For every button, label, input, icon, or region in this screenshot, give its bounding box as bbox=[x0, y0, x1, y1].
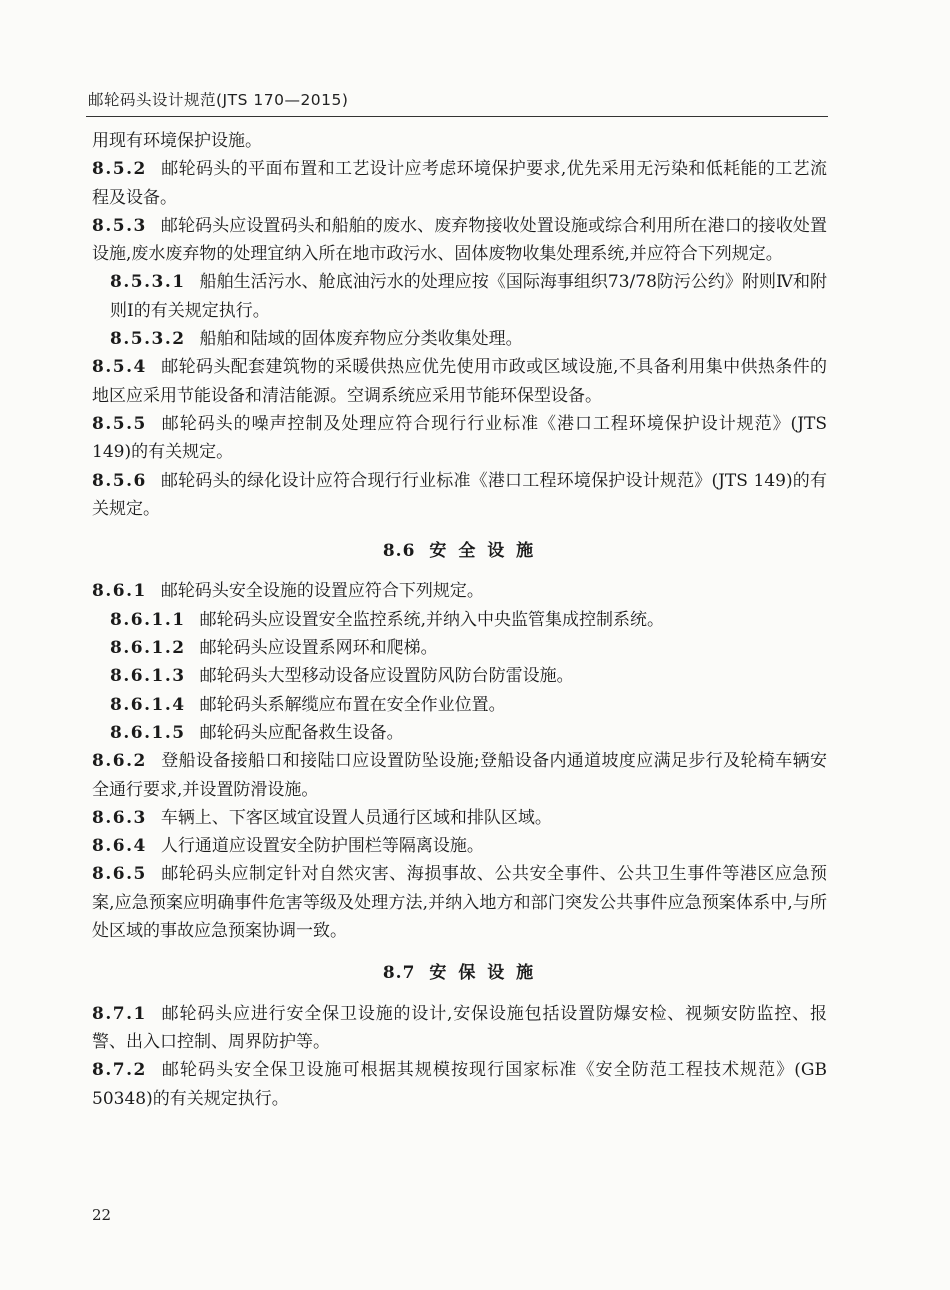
clause-number: 8.6.1.1 bbox=[110, 609, 186, 630]
clause-paragraph bbox=[92, 606, 827, 634]
clause-number: 8.6.1.5 bbox=[110, 722, 186, 743]
clause-text: 用现有环境保护设施。 bbox=[92, 131, 262, 151]
header-rule bbox=[86, 116, 828, 117]
clause-paragraph bbox=[92, 832, 827, 860]
clause-paragraph bbox=[92, 691, 827, 719]
clause-number: 8.5.6 bbox=[92, 470, 147, 491]
clause-number: 8.6.5 bbox=[92, 864, 147, 885]
clause-number: 8.7.2 bbox=[92, 1060, 147, 1081]
clause-paragraph bbox=[92, 325, 827, 353]
clause-text: 邮轮码头系解缆应布置在安全作业位置。 bbox=[199, 694, 506, 715]
clause-number: 8.6.1 bbox=[92, 581, 147, 602]
section-number: 8.6 bbox=[382, 541, 416, 562]
clause-number: 8.5.3.2 bbox=[110, 329, 186, 350]
clause-text: 邮轮码头的噪声控制及处理应符合现行行业标准《港口工程环境保护设计规范》(JTS 149)的有关规定。 bbox=[92, 413, 827, 463]
clause-paragraph bbox=[92, 353, 827, 410]
clause-paragraph bbox=[92, 747, 827, 804]
section-heading-8-7 bbox=[92, 959, 827, 987]
clause-paragraph bbox=[92, 410, 827, 467]
clause-paragraph bbox=[92, 577, 827, 605]
clause-number: 8.5.5 bbox=[92, 413, 147, 434]
section-title: 安 保 设 施 bbox=[429, 963, 537, 984]
clause-paragraph bbox=[92, 719, 827, 747]
section-8-6-clauses bbox=[92, 577, 827, 945]
clause-text: 邮轮码头大型移动设备应设置防风防台防雷设施。 bbox=[199, 666, 574, 687]
clause-number: 8.5.3.1 bbox=[110, 272, 186, 293]
clause-number: 8.5.3 bbox=[92, 215, 147, 236]
running-header: 邮轮码头设计规范(JTS 170—2015) bbox=[88, 91, 349, 109]
page-number: 22 bbox=[92, 1206, 112, 1224]
clause-paragraph bbox=[92, 268, 827, 325]
clause-text: 人行通道应设置安全防护围栏等隔离设施。 bbox=[160, 836, 484, 857]
clause-paragraph bbox=[92, 1056, 827, 1113]
section-title: 安 全 设 施 bbox=[429, 541, 537, 562]
clause-text: 邮轮码头配套建筑物的采暖供热应优先使用市政或区域设施,不具备利用集中供热条件的地区应采用节能设备和清洁能源。空调系统应采用节能环保型设备。 bbox=[92, 357, 827, 406]
clause-text: 邮轮码头应制定针对自然灾害、海损事故、公共安全事件、公共卫生事件等港区应急预案,应急预案应明确事件危害等级及处理方法,并纳入地方和部门突发公共事件应急预案体系中,与所处区域的事故应急预案协调一致。 bbox=[92, 864, 827, 942]
clause-text: 邮轮码头应设置码头和船舶的废水、废弃物接收处置设施或综合利用所在港口的接收处置设施,废水废弃物的处理宜纳入所在地市政污水、固体废物收集处理系统,并应符合下列规定。 bbox=[92, 215, 827, 265]
section-8-5-clauses bbox=[92, 127, 827, 523]
clause-paragraph bbox=[92, 634, 827, 662]
clause-number: 8.6.3 bbox=[92, 807, 147, 828]
clause-text: 邮轮码头应设置系网环和爬梯。 bbox=[199, 638, 438, 659]
clause-number: 8.6.1.3 bbox=[110, 666, 186, 687]
section-8-7-clauses bbox=[92, 1000, 827, 1113]
clause-number: 8.7.1 bbox=[92, 1003, 147, 1024]
page-body bbox=[92, 127, 827, 1113]
clause-text: 邮轮码头安全设施的设置应符合下列规定。 bbox=[160, 581, 484, 602]
clause-paragraph bbox=[92, 467, 827, 524]
clause-text: 邮轮码头的平面布置和工艺设计应考虑环境保护要求,优先采用无污染和低耗能的工艺流程及设备。 bbox=[92, 159, 827, 208]
clause-paragraph bbox=[92, 155, 827, 212]
clause-text: 登船设备接船口和接陆口应设置防坠设施;登船设备内通道坡度应满足步行及轮椅车辆安全通行要求,并设置防滑设施。 bbox=[92, 751, 827, 800]
clause-paragraph bbox=[92, 860, 827, 945]
clause-text: 邮轮码头的绿化设计应符合现行行业标准《港口工程环境保护设计规范》(JTS 149)的有关规定。 bbox=[92, 470, 827, 519]
clause-paragraph bbox=[92, 662, 827, 690]
clause-text: 邮轮码头应配备救生设备。 bbox=[199, 722, 404, 743]
clause-text: 船舶生活污水、舱底油污水的处理应按《国际海事组织73/78防污公约》附则Ⅳ和附则Ⅰ的有关规定执行。 bbox=[110, 272, 827, 321]
clause-paragraph bbox=[92, 127, 827, 155]
clause-text: 车辆上、下客区域宜设置人员通行区域和排队区域。 bbox=[160, 807, 552, 828]
clause-paragraph bbox=[92, 804, 827, 832]
clause-number: 8.6.1.2 bbox=[110, 638, 186, 659]
clause-paragraph bbox=[92, 212, 827, 269]
clause-number: 8.5.4 bbox=[92, 357, 147, 378]
section-heading-8-6 bbox=[92, 537, 827, 565]
clause-text: 船舶和陆域的固体废弃物应分类收集处理。 bbox=[199, 329, 523, 350]
clause-text: 邮轮码头应设置安全监控系统,并纳入中央监管集成控制系统。 bbox=[199, 609, 664, 630]
clause-paragraph bbox=[92, 1000, 827, 1057]
clause-number: 8.6.2 bbox=[92, 751, 147, 772]
clause-number: 8.6.4 bbox=[92, 836, 147, 857]
section-number: 8.7 bbox=[382, 963, 416, 984]
clause-number: 8.6.1.4 bbox=[110, 694, 186, 715]
clause-text: 邮轮码头应进行安全保卫设施的设计,安保设施包括设置防爆安检、视频安防监控、报警、出入口控制、周界防护等。 bbox=[92, 1003, 827, 1052]
clause-number: 8.5.2 bbox=[92, 159, 147, 180]
clause-text: 邮轮码头安全保卫设施可根据其规模按现行国家标准《安全防范工程技术规范》(GB 50348)的有关规定执行。 bbox=[92, 1060, 827, 1109]
